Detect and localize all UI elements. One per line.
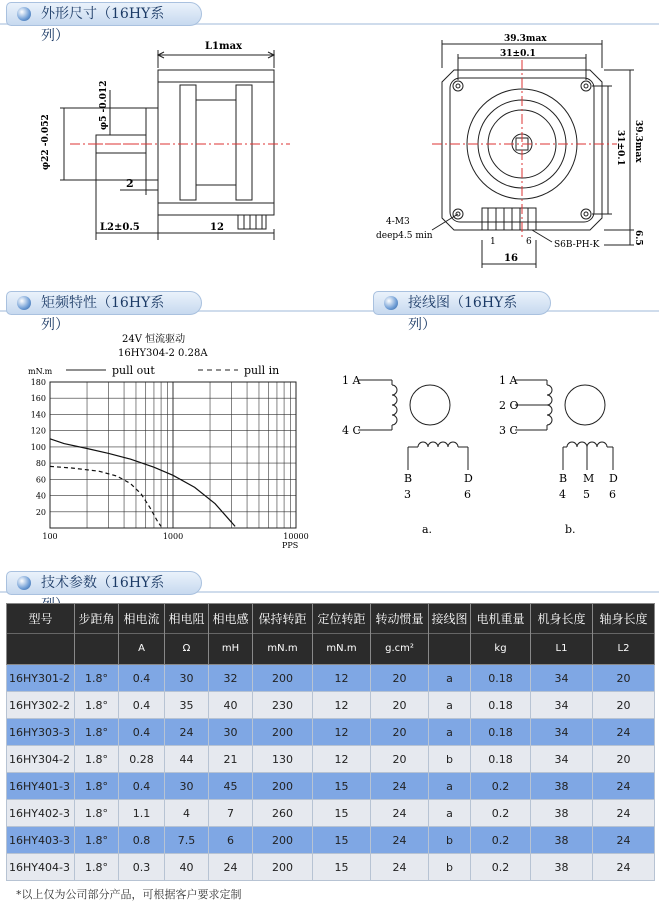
torque-chart bbox=[26, 330, 318, 552]
dim-2: 2 bbox=[126, 177, 134, 190]
table-cell: 12 bbox=[313, 719, 371, 746]
table-cell: 0.18 bbox=[471, 665, 531, 692]
column-header bbox=[531, 604, 593, 665]
chart-ytick-label: 180 bbox=[30, 378, 46, 387]
label-depth: deep4.5 min bbox=[376, 231, 433, 241]
column-header-name: 保持转距 bbox=[253, 604, 312, 634]
label-connector: S6B-PH-K bbox=[554, 240, 600, 250]
wire-b-1a: 1 A bbox=[499, 374, 518, 387]
table-cell: 20 bbox=[371, 719, 429, 746]
table-cell: 20 bbox=[371, 746, 429, 773]
wire-a-3: 3 bbox=[404, 488, 411, 501]
column-header-name: 型号 bbox=[7, 604, 74, 634]
wire-a-d: D bbox=[464, 472, 473, 485]
table-cell: 24 bbox=[593, 773, 655, 800]
table-cell: b bbox=[429, 746, 471, 773]
table-cell: 16HY301-2 bbox=[7, 665, 75, 692]
chart-xlabel: PPS bbox=[282, 541, 299, 550]
table-cell: 16HY304-2 bbox=[7, 746, 75, 773]
column-header bbox=[119, 604, 165, 665]
table-cell: 38 bbox=[531, 800, 593, 827]
chart-ylabel: mN.m bbox=[28, 367, 53, 376]
table-cell: 1.8° bbox=[75, 665, 119, 692]
chart-ytick-label: 100 bbox=[30, 442, 46, 452]
label-pin1: 1 bbox=[490, 237, 496, 247]
table-cell: 24 bbox=[371, 854, 429, 881]
table-cell: 260 bbox=[253, 800, 313, 827]
column-header bbox=[313, 604, 371, 665]
column-header bbox=[165, 604, 209, 665]
wire-b-caption: b. bbox=[565, 523, 576, 536]
table-row bbox=[7, 746, 655, 773]
table-cell: a bbox=[429, 800, 471, 827]
table-cell: 24 bbox=[371, 773, 429, 800]
table-cell: 6 bbox=[209, 827, 253, 854]
table-cell: 24 bbox=[165, 719, 209, 746]
column-header-unit: L1 bbox=[555, 643, 568, 654]
section-title-dimensions: 外形尺寸（16HY系列） bbox=[41, 6, 165, 44]
dim-height-max: 39.3max bbox=[633, 120, 643, 163]
column-header-name: 相电流 bbox=[119, 604, 164, 634]
chart-xtick-label: 10000 bbox=[283, 532, 309, 541]
dim-12: 12 bbox=[210, 222, 224, 233]
table-cell: 200 bbox=[253, 773, 313, 800]
table-cell: 0.18 bbox=[471, 692, 531, 719]
column-header-unit: mN.m bbox=[267, 643, 298, 654]
table-cell: 12 bbox=[313, 692, 371, 719]
table-cell: 0.2 bbox=[471, 827, 531, 854]
table-cell: 21 bbox=[209, 746, 253, 773]
wire-b-4: 4 bbox=[559, 488, 566, 501]
column-header-unit: A bbox=[138, 643, 145, 654]
column-header bbox=[593, 604, 655, 665]
chart-ytick-label: 60 bbox=[35, 475, 46, 485]
column-header bbox=[7, 604, 75, 665]
dim-16: 16 bbox=[504, 253, 518, 264]
column-header-name: 电机重量 bbox=[471, 604, 530, 634]
table-cell: 35 bbox=[165, 692, 209, 719]
table-cell: 16HY403-3 bbox=[7, 827, 75, 854]
table-cell: 24 bbox=[371, 827, 429, 854]
table-cell: 44 bbox=[165, 746, 209, 773]
table-cell: 0.3 bbox=[119, 854, 165, 881]
table-cell: 16HY402-3 bbox=[7, 800, 75, 827]
column-header-unit bbox=[7, 634, 74, 664]
table-cell: 20 bbox=[593, 665, 655, 692]
dim-65: 6.5 bbox=[633, 230, 643, 246]
table-row bbox=[7, 719, 655, 746]
column-header-unit: Ω bbox=[182, 643, 191, 654]
table-cell: 1.1 bbox=[119, 800, 165, 827]
footnote: *以上仅为公司部分产品，可根据客户要求定制 bbox=[16, 888, 242, 901]
table-cell: 0.18 bbox=[471, 719, 531, 746]
table-cell: 16HY302-2 bbox=[7, 692, 75, 719]
section-title-specs: 技术参数（16HY系 bbox=[41, 575, 165, 591]
wire-a-6: 6 bbox=[464, 488, 471, 501]
table-cell: 0.4 bbox=[119, 773, 165, 800]
chart-ytick-label: 40 bbox=[35, 491, 46, 501]
table-cell: 16HY404-3 bbox=[7, 854, 75, 881]
column-header-unit: L2 bbox=[617, 643, 630, 654]
table-cell: 1.8° bbox=[75, 692, 119, 719]
table-cell: 1.8° bbox=[75, 800, 119, 827]
table-cell: 16HY401-3 bbox=[7, 773, 75, 800]
table-cell: 30 bbox=[209, 719, 253, 746]
chart-ytick-label: 20 bbox=[35, 507, 46, 517]
wire-b-d: D bbox=[609, 472, 618, 485]
column-header bbox=[371, 604, 429, 665]
chart-series-line bbox=[50, 466, 161, 526]
table-cell: a bbox=[429, 692, 471, 719]
label-holes: 4-M3 bbox=[386, 217, 410, 227]
chart-ytick-label: 120 bbox=[30, 426, 46, 436]
table-cell: 15 bbox=[313, 773, 371, 800]
table-cell: a bbox=[429, 665, 471, 692]
column-header bbox=[75, 604, 119, 665]
chart-ytick-label: 160 bbox=[30, 394, 46, 404]
dim-l1: L1max bbox=[205, 41, 243, 52]
section-title-wiring: 接线图（16HY系列） bbox=[408, 295, 518, 333]
table-cell: 32 bbox=[209, 665, 253, 692]
column-header bbox=[209, 604, 253, 665]
chart-title: 24V 恒流驱动 bbox=[122, 334, 186, 345]
table-cell: 200 bbox=[253, 719, 313, 746]
bullet-icon bbox=[17, 7, 31, 21]
section-tab-torque bbox=[6, 291, 202, 333]
table-cell: 0.4 bbox=[119, 665, 165, 692]
table-cell: 24 bbox=[593, 827, 655, 854]
table-cell: 34 bbox=[531, 692, 593, 719]
table-cell: 0.28 bbox=[119, 746, 165, 773]
table-cell: 30 bbox=[165, 665, 209, 692]
table-cell: 1.8° bbox=[75, 854, 119, 881]
table-cell: 200 bbox=[253, 665, 313, 692]
table-cell: 15 bbox=[313, 800, 371, 827]
wire-b-6: 6 bbox=[609, 488, 616, 501]
front-view-drawing bbox=[372, 30, 652, 275]
table-header-row bbox=[7, 604, 655, 665]
column-header-unit: g.cm² bbox=[385, 643, 414, 654]
table-row bbox=[7, 800, 655, 827]
table-row bbox=[7, 665, 655, 692]
table-cell: 40 bbox=[209, 692, 253, 719]
table-cell: 7.5 bbox=[165, 827, 209, 854]
column-header-name: 机身长度 bbox=[531, 604, 592, 634]
legend-label: pull in bbox=[244, 364, 280, 377]
column-header bbox=[429, 604, 471, 665]
chart-ytick-label: 140 bbox=[30, 410, 46, 420]
table-cell: a bbox=[429, 773, 471, 800]
column-header-unit: mN.m bbox=[326, 643, 357, 654]
label-pin6: 6 bbox=[526, 237, 532, 247]
column-header-name: 相电感 bbox=[209, 604, 252, 634]
table-cell: 24 bbox=[593, 719, 655, 746]
table-cell: 20 bbox=[593, 746, 655, 773]
table-cell: 30 bbox=[165, 773, 209, 800]
table-cell: b bbox=[429, 854, 471, 881]
table-cell: 38 bbox=[531, 773, 593, 800]
wire-b-5: 5 bbox=[583, 488, 590, 501]
wiring-diagram-a bbox=[340, 365, 490, 540]
dim-l2: L2±0.5 bbox=[100, 222, 140, 233]
column-header-name: 步距角 bbox=[75, 604, 118, 634]
table-cell: 38 bbox=[531, 854, 593, 881]
table-cell: 24 bbox=[593, 800, 655, 827]
table-row bbox=[7, 827, 655, 854]
wiring-diagram-b bbox=[495, 365, 655, 540]
wire-b-2o: 2 O bbox=[499, 399, 519, 412]
table-cell: 0.4 bbox=[119, 692, 165, 719]
dim-phi22: φ22 -0.052 bbox=[41, 114, 51, 170]
table-cell: 34 bbox=[531, 719, 593, 746]
chart-subtitle: 16HY304-2 0.28A bbox=[118, 348, 208, 359]
column-header-unit bbox=[429, 634, 470, 664]
table-cell: 38 bbox=[531, 827, 593, 854]
table-cell: 1.8° bbox=[75, 719, 119, 746]
table-cell: 12 bbox=[313, 746, 371, 773]
chart-ytick-label: 80 bbox=[35, 459, 46, 469]
table-cell: 1.8° bbox=[75, 746, 119, 773]
table-cell: 24 bbox=[593, 854, 655, 881]
table-cell: 20 bbox=[593, 692, 655, 719]
table-cell: 0.8 bbox=[119, 827, 165, 854]
chart-series-line bbox=[50, 439, 235, 527]
wire-b-m: M bbox=[583, 472, 595, 485]
column-header-name: 定位转距 bbox=[313, 604, 370, 634]
wire-a-4c: 4 C bbox=[342, 424, 361, 437]
table-cell: 200 bbox=[253, 854, 313, 881]
wire-a-1a: 1 A bbox=[342, 374, 361, 387]
column-header-name: 相电阻 bbox=[165, 604, 208, 634]
table-cell: 34 bbox=[531, 665, 593, 692]
table-cell: 0.2 bbox=[471, 773, 531, 800]
table-cell: 0.2 bbox=[471, 800, 531, 827]
table-cell: b bbox=[429, 827, 471, 854]
dim-hole-pitch-side: 31±0.1 bbox=[615, 130, 625, 166]
column-header bbox=[471, 604, 531, 665]
dim-hole-pitch-top: 31±0.1 bbox=[500, 49, 536, 59]
section-tab-specs bbox=[6, 571, 202, 595]
table-cell: 24 bbox=[371, 800, 429, 827]
column-header-name: 转动惯量 bbox=[371, 604, 428, 634]
table-cell: 0.18 bbox=[471, 746, 531, 773]
table-cell: 16HY303-3 bbox=[7, 719, 75, 746]
table-cell: 15 bbox=[313, 827, 371, 854]
column-header-unit bbox=[75, 634, 118, 664]
chart-xtick-label: 100 bbox=[42, 532, 58, 541]
table-row bbox=[7, 773, 655, 800]
table-cell: a bbox=[429, 719, 471, 746]
wire-b-b: B bbox=[559, 472, 568, 485]
column-header-name: 轴身长度 bbox=[593, 604, 654, 634]
table-cell: 130 bbox=[253, 746, 313, 773]
table-cell: 40 bbox=[165, 854, 209, 881]
table-cell: 20 bbox=[371, 692, 429, 719]
table-row bbox=[7, 692, 655, 719]
bullet-icon bbox=[17, 296, 31, 310]
wire-b-3c: 3 C bbox=[499, 424, 518, 437]
column-header bbox=[253, 604, 313, 665]
table-cell: 0.4 bbox=[119, 719, 165, 746]
table-cell: 7 bbox=[209, 800, 253, 827]
table-cell: 4 bbox=[165, 800, 209, 827]
table-cell: 45 bbox=[209, 773, 253, 800]
table-cell: 34 bbox=[531, 746, 593, 773]
section-tab-wiring bbox=[373, 291, 551, 333]
table-cell: 24 bbox=[209, 854, 253, 881]
table-cell: 230 bbox=[253, 692, 313, 719]
column-header-unit: mH bbox=[221, 643, 240, 654]
section-tab-dimensions bbox=[6, 2, 202, 44]
specs-table bbox=[6, 603, 655, 881]
legend-label: pull out bbox=[112, 364, 155, 377]
bullet-icon bbox=[384, 296, 398, 310]
chart-xtick-label: 1000 bbox=[162, 532, 184, 541]
table-cell: 0.2 bbox=[471, 854, 531, 881]
dim-phi5: φ5 -0.012 bbox=[99, 80, 109, 130]
table-cell: 15 bbox=[313, 854, 371, 881]
table-cell: 200 bbox=[253, 827, 313, 854]
bullet-icon bbox=[17, 576, 31, 590]
dim-width-max: 39.3max bbox=[504, 34, 547, 44]
table-cell: 1.8° bbox=[75, 773, 119, 800]
table-row bbox=[7, 854, 655, 881]
column-header-name: 接线图 bbox=[429, 604, 470, 634]
column-header-unit: kg bbox=[494, 643, 507, 654]
table-cell: 1.8° bbox=[75, 827, 119, 854]
table-cell: 20 bbox=[371, 665, 429, 692]
wire-a-b: B bbox=[404, 472, 413, 485]
table-cell: 12 bbox=[313, 665, 371, 692]
wire-a-caption: a. bbox=[422, 523, 433, 536]
section-title-torque: 矩频特性（16HY系列） bbox=[41, 295, 165, 333]
side-view-drawing bbox=[40, 30, 300, 250]
